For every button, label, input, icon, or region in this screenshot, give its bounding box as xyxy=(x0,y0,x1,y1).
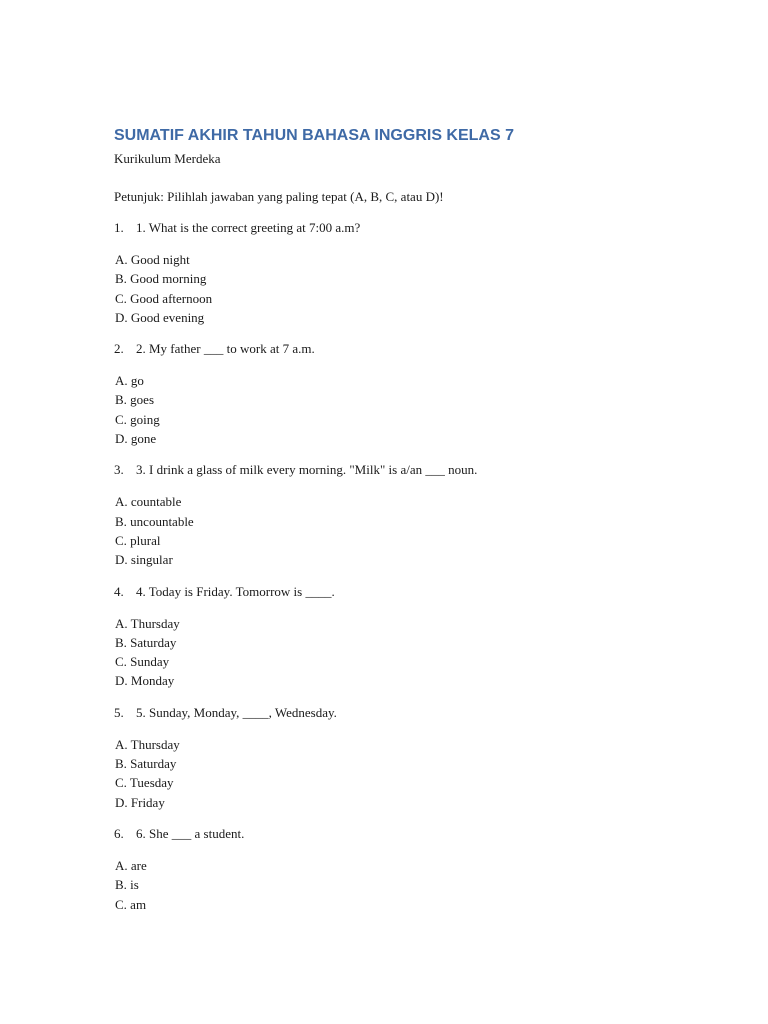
question-text xyxy=(114,704,714,722)
question-text xyxy=(114,825,714,843)
option-d: D. Friday xyxy=(115,794,165,810)
question-prompt: 3. I drink a glass of milk every morning. "Milk" is a/an ___ noun. xyxy=(136,462,478,478)
option-list xyxy=(115,735,714,812)
question-number: 4. xyxy=(114,583,124,599)
option-b: B. Saturday xyxy=(115,634,177,650)
question-prompt: 6. She ___ a student. xyxy=(136,825,245,841)
question-number: 1. xyxy=(114,220,124,235)
question-number: 3. xyxy=(114,462,124,478)
option-a: A. countable xyxy=(115,494,182,510)
question-number: 5. xyxy=(114,704,124,720)
option-c: C. Tuesday xyxy=(115,775,174,791)
question-text xyxy=(114,583,714,601)
question-6 xyxy=(114,825,714,914)
question-2 xyxy=(114,340,714,448)
question-4 xyxy=(114,583,714,691)
option-d: D. singular xyxy=(115,552,173,568)
question-prompt: 5. Sunday, Monday, ____, Wednesday. xyxy=(136,704,337,720)
option-a: A. are xyxy=(115,857,147,873)
question-1 xyxy=(114,219,714,327)
option-a: A. Good night xyxy=(115,252,190,267)
option-d: D. Good evening xyxy=(115,309,205,325)
question-prompt: 2. My father ___ to work at 7 a.m. xyxy=(136,341,315,357)
document-title: SUMATIF AKHIR TAHUN BAHASA INGGRIS KELAS 7 xyxy=(114,127,514,144)
option-c: C. plural xyxy=(115,532,161,548)
question-5 xyxy=(114,704,714,812)
option-list xyxy=(115,856,714,914)
option-d: D. gone xyxy=(115,431,157,447)
question-text xyxy=(114,340,714,358)
option-a: A. go xyxy=(115,373,144,389)
option-list xyxy=(115,250,714,327)
option-b: B. Good morning xyxy=(115,271,207,287)
instruction-text: Petunjuk: Pilihlah jawaban yang paling tepat (A, B, C, atau D)! xyxy=(114,189,444,204)
option-a: A. Thursday xyxy=(115,736,180,752)
option-list xyxy=(115,614,714,691)
document-page xyxy=(114,124,714,914)
question-text xyxy=(114,219,714,237)
option-b: B. Saturday xyxy=(115,756,177,772)
question-3 xyxy=(114,461,714,569)
question-number: 2. xyxy=(114,341,124,357)
option-c: C. going xyxy=(115,411,160,427)
document-subtitle: Kurikulum Merdeka xyxy=(114,151,221,166)
option-c: C. Good afternoon xyxy=(115,290,213,306)
option-b: B. is xyxy=(115,877,139,893)
question-text xyxy=(114,461,714,479)
option-list xyxy=(115,492,714,569)
option-b: B. uncountable xyxy=(115,513,194,529)
option-list xyxy=(115,371,714,448)
option-a: A. Thursday xyxy=(115,615,180,631)
question-prompt: 1. What is the correct greeting at 7:00 a.m? xyxy=(136,220,361,235)
option-c: C. am xyxy=(115,896,147,912)
option-c: C. Sunday xyxy=(115,654,170,670)
option-d: D. Monday xyxy=(115,673,175,689)
question-prompt: 4. Today is Friday. Tomorrow is ____. xyxy=(136,583,335,599)
question-number: 6. xyxy=(114,825,124,841)
option-b: B. goes xyxy=(115,392,154,408)
